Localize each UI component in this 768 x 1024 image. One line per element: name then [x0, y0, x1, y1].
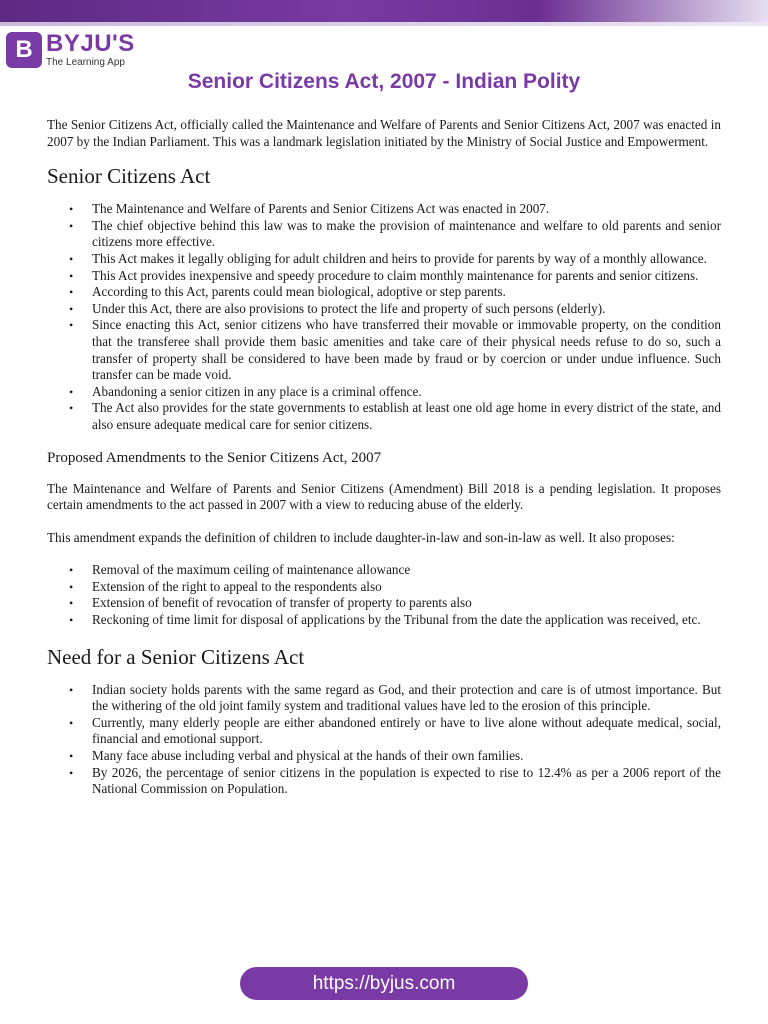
top-banner	[0, 0, 768, 22]
list-item: • Reckoning of time limit for disposal of applications by the Tribunal from the date the application was received, etc.	[47, 612, 721, 629]
amendment-paragraph-1: The Maintenance and Welfare of Parents and Senior Citizens (Amendment) Bill 2018 is a pending legislation. It proposes certain amendments to the act passed in 2007 with a view to reducing abuse of the elderly.	[47, 480, 721, 513]
need-for-act-list	[47, 682, 721, 798]
list-item: • Indian society holds parents with the same regard as God, and their protection and care is of utmost importance. But the withering of the old joint family system and traditional values have led to the erosion of this principle.	[47, 682, 721, 715]
logo-name: BYJU'S	[46, 30, 135, 57]
list-item: • According to this Act, parents could mean biological, adoptive or step parents.	[47, 284, 721, 301]
list-item: • Under this Act, there are also provisions to protect the life and property of such persons (elderly).	[47, 301, 721, 318]
footer-link-pill[interactable]	[240, 967, 528, 1000]
byjus-logo[interactable]	[6, 30, 135, 70]
list-item: • Removal of the maximum ceiling of maintenance allowance	[47, 562, 721, 579]
list-item: • The chief objective behind this law was to make the provision of maintenance and welfare to old parents and senior citizens more effective.	[47, 218, 721, 251]
document-body	[47, 117, 721, 798]
list-item: • Extension of the right to appeal to the respondents also	[47, 579, 721, 596]
list-item: • This Act provides inexpensive and speedy procedure to claim monthly maintenance for parents and senior citizens.	[47, 268, 721, 285]
amendment-proposals-list	[47, 562, 721, 628]
logo-text	[46, 32, 135, 68]
senior-citizens-act-list	[47, 201, 721, 433]
list-item: • Many face abuse including verbal and physical at the hands of their own families.	[47, 748, 721, 765]
list-item: • Abandoning a senior citizen in any place is a criminal offence.	[47, 384, 721, 401]
section-heading-proposed-amendments: Proposed Amendments to the Senior Citizens Act, 2007	[47, 449, 382, 466]
logo-tagline: The Learning App	[46, 57, 125, 68]
intro-paragraph: The Senior Citizens Act, officially called the Maintenance and Welfare of Parents and Senior Citizens Act, 2007 was enacted in 2007 by the Indian Parliament. This was a landmark legislation initiated by the Ministry of Social Justice and Empowerment.	[47, 117, 721, 149]
amendment-paragraph-2: This amendment expands the definition of children to include daughter-in-law and son-in-law as well. It also proposes:	[47, 529, 675, 545]
footer-url[interactable]: https://byjus.com	[312, 972, 456, 994]
list-item: • Currently, many elderly people are either abandoned entirely or have to live alone without adequate medical, social, financial and emotional support.	[47, 715, 721, 748]
list-item: • The Maintenance and Welfare of Parents and Senior Citizens Act was enacted in 2007.	[47, 201, 721, 218]
page-title: Senior Citizens Act, 2007 - Indian Polity	[187, 70, 581, 93]
list-item: • By 2026, the percentage of senior citizens in the population is expected to rise to 12.4% as per a 2006 report of the National Commission on Population.	[47, 765, 721, 798]
list-item: • Extension of benefit of revocation of transfer of property to parents also	[47, 595, 721, 612]
section-heading-senior-citizens-act: Senior Citizens Act	[47, 164, 211, 189]
list-item: • This Act makes it legally obliging for adult children and heirs to provide for parents by way of a monthly allowance.	[47, 251, 721, 268]
list-item: • The Act also provides for the state governments to establish at least one old age home in every district of the state, and also ensure adequate medical care for senior citizens.	[47, 400, 721, 433]
logo-mark-icon: B	[6, 32, 42, 68]
section-heading-need-for-act: Need for a Senior Citizens Act	[47, 644, 305, 669]
list-item: • Since enacting this Act, senior citizens who have transferred their movable or immovable property, on the condition that the transferee shall provide them basic amenities and take care of their physical needs refuse to do so, such a transfer of property shall be considered to have been made by fraud or by coercion or under undue influence. Such transfer can be made void.	[47, 317, 721, 383]
